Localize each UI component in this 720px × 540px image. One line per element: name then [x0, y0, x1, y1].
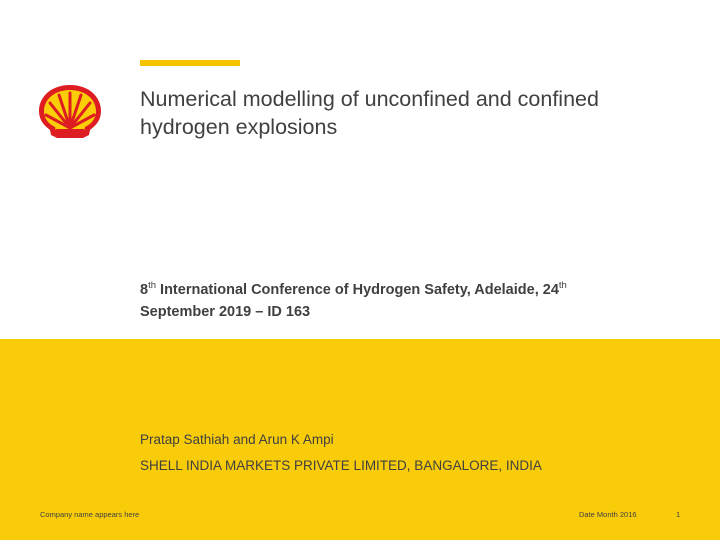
- subtitle-ordinal-number: 8: [140, 282, 149, 298]
- subtitle-line-1: [140, 279, 700, 301]
- subtitle-conference-text: International Conference of Hydrogen Safety, Adelaide, 24: [156, 282, 559, 298]
- footer-company-name: Company name appears here: [40, 510, 140, 519]
- logo-base-band: [56, 129, 84, 133]
- title-line-2: hydrogen explosions: [140, 115, 338, 139]
- organization: SHELL INDIA MARKETS PRIVATE LIMITED, BANGALORE, INDIA: [140, 458, 542, 473]
- shell-pecten-logo-icon: [37, 83, 103, 141]
- subtitle-date-suffix: th: [558, 280, 567, 291]
- presentation-title: [140, 85, 700, 141]
- footer-date: Date Month 2016: [579, 510, 637, 519]
- conference-subtitle: [140, 279, 700, 323]
- subtitle-line-2: September 2019 – ID 163: [140, 304, 311, 320]
- accent-bar: [140, 60, 240, 66]
- authors: Pratap Sathiah and Arun K Ampi: [140, 432, 334, 447]
- page-number: 1: [676, 510, 681, 519]
- subtitle-ordinal-suffix: th: [148, 280, 157, 291]
- title-line-1: Numerical modelling of unconfined and confined: [140, 87, 599, 111]
